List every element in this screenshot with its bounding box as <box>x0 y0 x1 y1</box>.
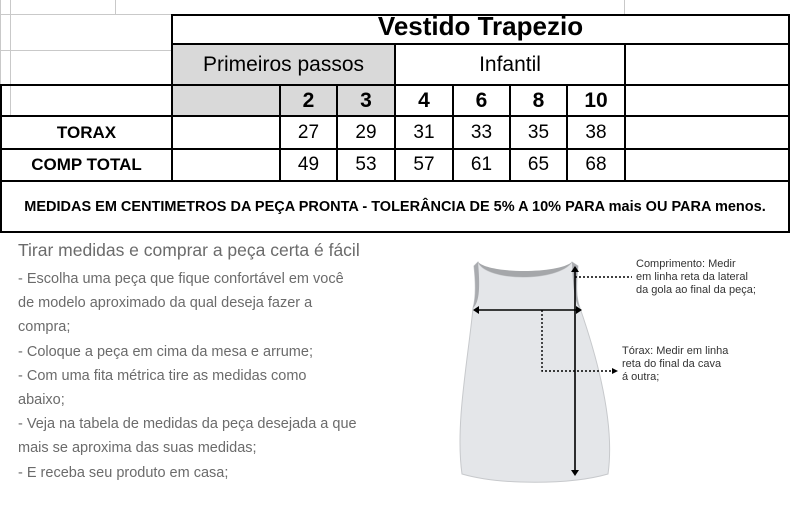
instructions-heading: Tirar medidas e comprar a peça certa é fácil <box>18 240 360 260</box>
instruction-line: - Veja na tabela de medidas da peça desejada a que <box>18 416 357 433</box>
measure-instructions <box>18 237 458 485</box>
row-label-torax: TORAX <box>56 122 117 142</box>
table-title: Vestido Trapezio <box>377 11 584 41</box>
table-cell: 61 <box>470 154 493 175</box>
table-cell: 33 <box>470 121 493 143</box>
group-primeiros-passos: Primeiros passos <box>202 52 365 76</box>
instruction-line: - Com uma fita métrica tire as medidas como <box>18 367 307 384</box>
instruction-line: mais se aproxima das suas medidas; <box>18 440 257 457</box>
table-cell: 65 <box>527 154 550 175</box>
dress-icon <box>460 262 610 482</box>
size-header: 8 <box>532 88 545 112</box>
instruction-line: abaixo; <box>18 392 65 409</box>
tolerance-note: MEDIDAS EM CENTIMETROS DA PEÇA PRONTA - TOLERÂNCIA DE 5% A 10% PARA mais OU PARA menos. <box>24 198 766 215</box>
table-cell: 53 <box>355 154 377 175</box>
instruction-line: compra; <box>18 319 71 336</box>
comprimento-annotation: Comprimento: Medir em linha reta da lateral da gola ao final da peça; <box>636 258 756 296</box>
table-cell: 31 <box>413 121 435 143</box>
table-cell: 27 <box>297 121 320 143</box>
size-header: 10 <box>584 88 608 112</box>
size-table <box>0 0 790 233</box>
size-header: 3 <box>360 88 372 112</box>
size-header: 4 <box>418 88 430 112</box>
torax-annotation: Tórax: Medir em linha reta do final da cava á outra; <box>622 345 729 383</box>
instruction-line: - Escolha uma peça que fique confortável em você <box>18 271 344 287</box>
table-cell: 38 <box>585 121 607 143</box>
dress-diagram <box>440 250 640 485</box>
size-header: 6 <box>475 88 488 112</box>
instruction-line: - E receba seu produto em casa; <box>18 464 229 481</box>
table-cell: 49 <box>297 154 320 175</box>
table-cell: 68 <box>585 154 607 175</box>
table-cell: 35 <box>527 121 550 143</box>
table-cell: 29 <box>355 121 377 143</box>
size-header: 2 <box>302 88 315 112</box>
group-infantil: Infantil <box>479 52 541 76</box>
instruction-line: de modelo aproximado da qual deseja fazer a <box>18 295 313 312</box>
row-label-comp-total: COMP TOTAL <box>31 155 142 174</box>
instruction-line: - Coloque a peça em cima da mesa e arrume; <box>18 343 313 360</box>
table-cell: 57 <box>413 154 435 175</box>
